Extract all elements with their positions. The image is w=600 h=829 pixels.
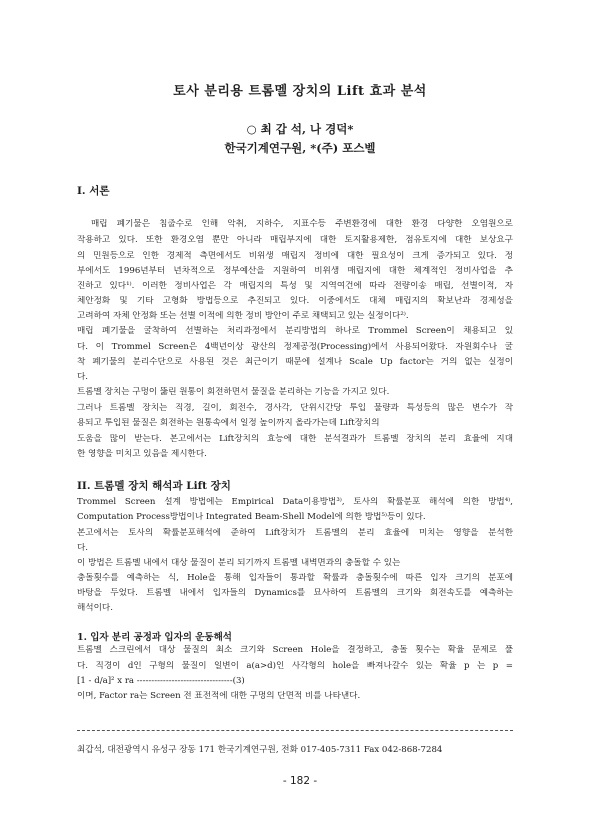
- section-heading-introduction: I. 서론: [77, 185, 110, 197]
- body-line: 한 영향을 미치고 있음을 제시한다.: [77, 449, 207, 459]
- author-line: ○ 최 갑 석, 나 경덕*: [246, 122, 354, 136]
- body-line: 트롬멜 스크린에서 대상 물질의 최소 크기와 Screen Hole을 결정하고, 충돌 횟수는 확율 문제로 풀: [77, 645, 513, 655]
- body-line: 본고에서는 토사의 확률분포해석에 준하여 Lift장치가 트롬멜의 분리 효율에 미치는 영향을 분석한: [77, 528, 513, 538]
- section-heading-trommel-lift: II. 트롬멜 장치 해석과 Lift 장치: [77, 480, 231, 492]
- body-line: 이며, Factor ra는 Screen 전 표전적에 대한 구멍의 단면적 비를 나타낸다.: [77, 691, 361, 701]
- body-line: 다. 이 Trommel Screen은 4백년이상 광산의 정제공정(Processing)에서 사용되어왔다. 자원회수나 굴: [77, 342, 513, 352]
- footnote-contact: 최갑석, 대전광역시 유성구 장동 171 한국기계연구원, 전화 017-405-7311 Fax 042-868-7284: [77, 745, 443, 755]
- body-line: Computation Process방법이나 Integrated Beam-Shell Model에 의한 방법⁵⁾등이 있다.: [77, 512, 426, 522]
- body-line: 매립 폐기물은 침출수로 인해 악취, 지하수, 지표수등 주변환경에 대한 환경 다양한 오염원으로: [91, 219, 513, 229]
- body-line: 다. 직경이 d인 구형의 물질이 일변이 a(a>d)인 사각형의 hole을 빠져나갈수 있는 확율 p 는 p =: [77, 661, 513, 671]
- body-line: 트롬멜 장치는 구멍이 뚫린 원통이 회전하면서 물질을 분리하는 기능을 가지고 있다.: [77, 387, 390, 397]
- body-line: 고려하여 자체 안정화 또는 선별 이적에 의한 정비 방안이 주로 채택되고 있는 실정이다²⁾.: [77, 311, 409, 321]
- footnote-divider: [77, 730, 513, 731]
- paper-title: 토사 분리용 트롬멜 장치의 Lift 효과 분석: [173, 84, 427, 99]
- affiliation-line: 한국기계연구원, *(주) 포스벨: [224, 141, 376, 155]
- body-line: 해석이다.: [77, 603, 113, 613]
- body-line: 도움을 많이 받는다. 본고에서는 Lift장치의 효능에 대한 분석결과가 트롬멜 장치의 분리 효율에 지대: [77, 434, 513, 444]
- body-line: 매립 폐기물을 굴착하여 선별하는 처리과정에서 분리방법의 하나로 Trommel Screen이 채용되고 있: [77, 326, 513, 336]
- subsection-heading-particle-motion: 1. 입자 분리 공정과 입자의 운동해석: [77, 632, 232, 643]
- body-line: 착 폐기물의 분리수단으로 사용된 것은 최근이기 때문에 설계나 Scale Up factor는 거의 없는 실정이: [77, 357, 513, 367]
- body-line: 바탕을 두었다. 트롬멜 내에서 입자들의 Dynamics를 묘사하여 트롬멜의 크기와 회전속도를 예측하는: [77, 588, 513, 598]
- body-line: 진하고 있다¹⁾. 이러한 정비사업은 각 매립지의 특성 및 지역여건에 따라 전량이송 매립, 선별이적, 자: [77, 281, 513, 291]
- body-line: 그러나 트롬멜 장치는 직경, 길이, 회전수, 경사각, 단위시간당 투입 물량과 특성등의 많은 변수가 작: [77, 403, 513, 413]
- body-line: 충돌횟수를 예측하는 식, Hole을 통해 입자들이 통과할 확률과 충돌횟수에 따른 입자 크기의 분포에: [77, 573, 513, 583]
- body-line: 의 민원등으로 인한 경제적 측면에서도 비위생 매립지 정비에 대한 필요성이 크게 증가되고 있다. 정: [77, 251, 513, 261]
- body-line: 용되고 투입된 물질은 회전하는 원통속에서 일정 높이까지 올라가는데 Lift장치의: [77, 418, 380, 428]
- body-line: Trommel Screen 설계 방법에는 Empirical Data이용방법³⁾, 토사의 확률분포 해석에 의한 방법⁴⁾,: [77, 497, 513, 507]
- body-line: 이 방법은 트롬멜 내에서 대상 물질이 분리 되기까지 트롬멜 내벽면과의 충돌할 수 있는: [77, 558, 401, 568]
- body-line: 다.: [77, 372, 89, 382]
- equation-line: [1 - d/a]² x ra ---------------------------------(3): [77, 676, 245, 686]
- body-line: 작용하고 있다. 또한 환경오염 뿐만 아니라 매립부지에 대한 토지활용제한, 점유토지에 대한 보상요구: [77, 235, 513, 245]
- page-number: - 182 -: [282, 775, 318, 787]
- body-line: 부에서도 1996년부터 년차적으로 정부예산을 지원하여 비위생 매립지에 대한 체계적인 정비사업을 추: [77, 266, 513, 276]
- body-line: 다.: [77, 543, 89, 553]
- body-line: 체안정화 및 기타 고형화 방법등으로 추진되고 있다. 이중에서도 대체 매립지의 확보난과 경제성을: [77, 296, 513, 306]
